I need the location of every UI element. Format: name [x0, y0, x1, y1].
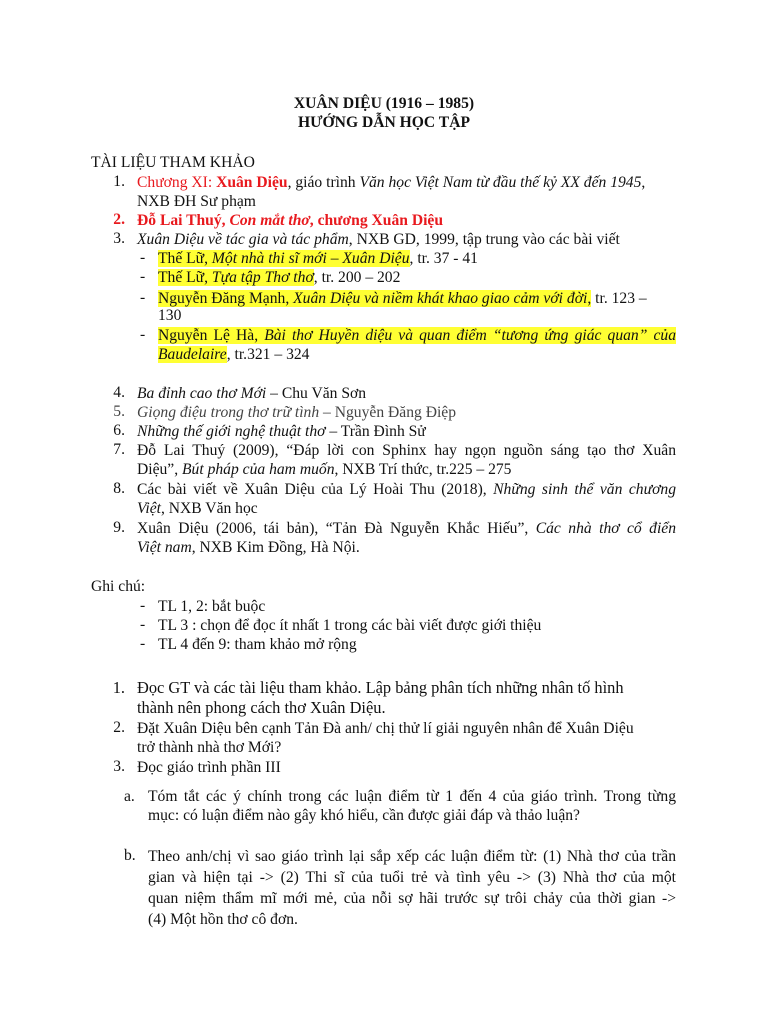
- author: – Nguyễn Đăng Điệp: [319, 404, 457, 421]
- ref-text: ,: [587, 290, 592, 307]
- article-title: Một nhà thi sĩ mới – Xuân Diệu: [211, 250, 410, 267]
- pages: tr. 123 –: [591, 290, 647, 307]
- bullet-dash: -: [140, 597, 146, 614]
- references-heading: TÀI LIỆU THAM KHẢO: [91, 154, 255, 171]
- pages: , tr.321 – 324: [226, 346, 310, 363]
- task-text: Đặt Xuân Diệu bên cạnh Tản Đà anh/ chị thử lí giải nguyên nhân để Xuân Diệu: [137, 720, 634, 737]
- task-text: Theo anh/chị vì sao giáo trình lại sắp xếp các luận điểm từ: (1) Nhà thơ của trần: [148, 848, 676, 865]
- task-text: trở thành nhà thơ Mới?: [137, 739, 282, 756]
- sub-reference-3: [158, 289, 647, 308]
- task-text: Đọc giáo trình phần III: [137, 759, 281, 776]
- task-text: thành nên phong cách thơ Xuân Diệu.: [137, 698, 386, 717]
- author: – Trần Đình Sử: [325, 423, 426, 440]
- book-title: Những sinh thể văn chương: [493, 481, 677, 498]
- list-number: 3.: [113, 230, 125, 247]
- task-text: Tóm tắt các ý chính trong các luận điểm từ 1 đến 4 của giáo trình. Trong từng: [148, 788, 676, 805]
- list-number: 1.: [112, 678, 125, 697]
- list-number: 5.: [113, 403, 125, 420]
- list-number: 7.: [113, 441, 125, 458]
- book-title: Văn học Việt Nam từ đầu thế kỷ XX đến 1945: [359, 174, 642, 191]
- bullet-dash: -: [140, 249, 146, 266]
- list-number: 2.: [113, 719, 125, 736]
- author: Đỗ Lai Thuý,: [137, 212, 230, 229]
- list-number: 2.: [113, 211, 125, 228]
- article-title: Tựa tập Thơ thơ: [211, 269, 314, 286]
- ref-text: , chương Xuân Diệu: [309, 212, 444, 229]
- task-text: gian và hiện tại -> (2) Thi sĩ của tuổi trẻ và tình yêu -> (3) Nhà thơ của một: [148, 869, 676, 886]
- pages: , tr. 37 - 41: [409, 250, 478, 267]
- list-number: 6.: [113, 422, 125, 439]
- book-title: Con mắt thơ: [229, 212, 310, 229]
- pages: 130: [158, 307, 182, 324]
- note-item: TL 1, 2: bắt buộc: [158, 598, 266, 615]
- bullet-dash: -: [140, 268, 146, 285]
- sub-reference-4: [158, 326, 676, 345]
- author: Thế Lữ,: [158, 269, 212, 286]
- notes-heading: Ghi chú:: [91, 578, 146, 595]
- note-item: TL 4 đến 9: tham khảo mở rộng: [158, 636, 357, 653]
- sub-reference-2: [158, 268, 400, 287]
- ref-text: , NXB Trí thức, tr.225 – 275: [334, 461, 512, 478]
- bullet-dash: -: [140, 616, 146, 633]
- author: – Chu Văn Sơn: [266, 385, 367, 402]
- book-title: Những thế giới nghệ thuật thơ: [137, 423, 326, 440]
- list-number: 8.: [113, 480, 125, 497]
- ref-text: ,: [641, 174, 646, 191]
- bullet-dash: -: [140, 289, 146, 306]
- document-subtitle: HƯỚNG DẪN HỌC TẬP: [298, 114, 470, 131]
- list-number: 1.: [113, 173, 125, 190]
- bullet-dash: -: [140, 635, 146, 652]
- document-title: XUÂN DIỆU (1916 – 1985): [293, 95, 475, 112]
- book-title: Xuân Diệu về tác gia và tác phẩm: [137, 231, 349, 248]
- book-title: Bút pháp của ham muốn: [182, 461, 335, 478]
- ref-text: Xuân Diệu (2006, tái bản), “Tản Đà Nguyễn Khắc Hiếu”,: [137, 520, 536, 537]
- book-title: Giọng điệu trong thơ trữ tình: [137, 404, 320, 421]
- ref-text: Đỗ Lai Thuý (2009), “Đáp lời con Sphinx hay ngọn nguồn sáng tạo thơ Xuân: [137, 442, 676, 459]
- task-text: Đọc GT và các tài liệu tham khảo. Lập bảng phân tích những nhân tố hình: [137, 678, 624, 697]
- book-title: Các nhà thơ cổ điển: [535, 520, 677, 537]
- list-letter: a.: [124, 788, 135, 805]
- article-title: Baudelaire: [158, 346, 227, 363]
- note-item: TL 3 : chọn để đọc ít nhất 1 trong các bài viết được giới thiệu: [158, 617, 542, 634]
- ref-text: , NXB GD, 1999, tập trung vào các bài viết: [348, 231, 620, 248]
- task-text: (4) Một hồn thơ cô đơn.: [148, 911, 298, 928]
- article-title: Xuân Diệu và niềm khát khao giao cảm với đời: [293, 290, 588, 307]
- list-number: 3.: [113, 758, 125, 775]
- task-text: mục: có luận điểm nào gây khó hiểu, cần được giải đáp và thảo luận?: [148, 807, 580, 824]
- book-title: Việt nam: [137, 539, 192, 556]
- ref-text: , NXB Văn học: [160, 500, 258, 517]
- ref-text: , NXB Kim Đồng, Hà Nội.: [191, 539, 360, 556]
- ref-text: Các bài viết về Xuân Diệu của Lý Hoài Thu (2018),: [137, 481, 494, 498]
- sub-reference-1: [158, 249, 478, 268]
- author: Nguyễn Đăng Mạnh,: [158, 290, 294, 307]
- task-text: quan niệm thẩm mĩ mới mẻ, của nỗi sợ hãi trước sự trôi chảy của thời gian ->: [148, 890, 676, 907]
- chapter-label: Chương XI:: [137, 174, 217, 191]
- chapter-name: Xuân Diệu: [216, 174, 288, 191]
- book-title: Ba đỉnh cao thơ Mới: [137, 385, 267, 402]
- author: Thế Lữ,: [158, 250, 212, 267]
- ref-text: Diệu”,: [137, 461, 183, 478]
- list-letter: b.: [124, 847, 136, 864]
- book-title: Việt: [137, 500, 161, 517]
- article-title: Bài thơ Huyền diệu và quan điểm “tương ứng giác quan” của: [264, 327, 677, 344]
- ref-text: NXB ĐH Sư phạm: [137, 193, 256, 210]
- author: Nguyễn Lệ Hà,: [158, 327, 265, 344]
- pages: , tr. 200 – 202: [313, 269, 401, 286]
- list-number: 9.: [113, 519, 125, 536]
- ref-text: , giáo trình: [287, 174, 360, 191]
- bullet-dash: -: [140, 326, 146, 343]
- list-number: 4.: [113, 384, 125, 401]
